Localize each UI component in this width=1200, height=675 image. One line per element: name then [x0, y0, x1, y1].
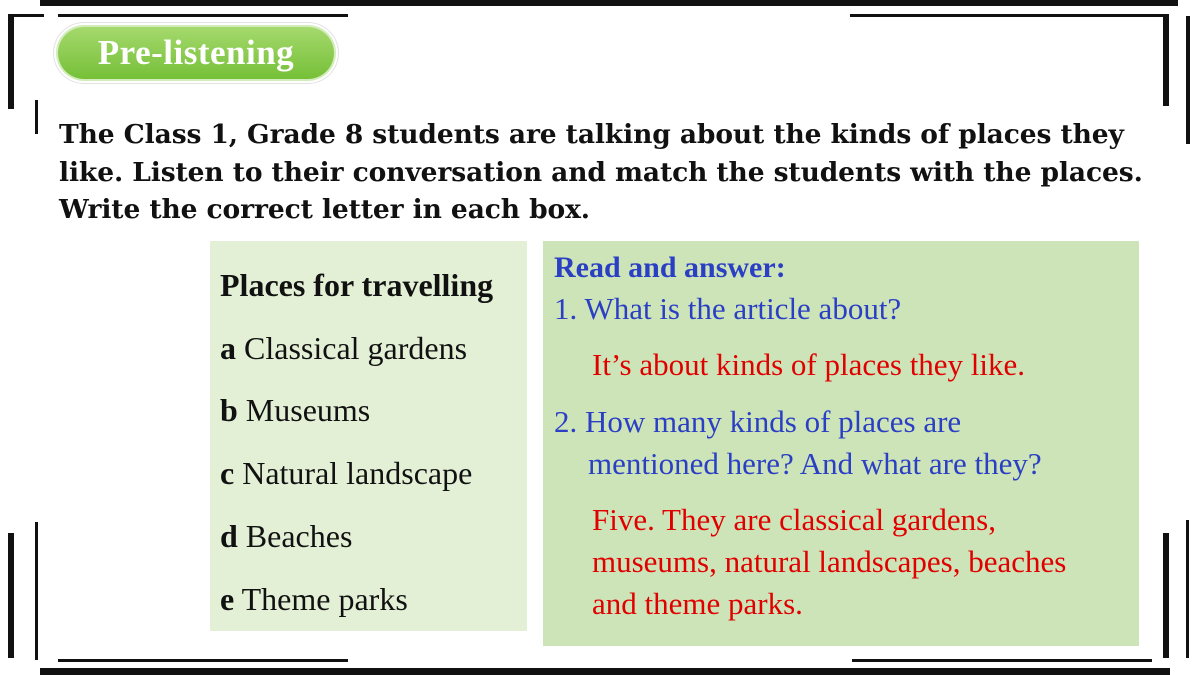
read-answer-heading: Read and answer: [554, 251, 786, 284]
place-letter: b [220, 392, 238, 428]
frame-left-bottom-thin-bar [35, 522, 38, 660]
frame-right-top-bar [1163, 16, 1169, 106]
frame-left-top-thin-bar [35, 100, 38, 134]
place-text: Classical gardens [244, 330, 468, 366]
frame-bottom-band [40, 668, 1170, 675]
instructions-line: like. Listen to their conversation and match the students with the places. [59, 156, 1143, 188]
place-text: Beaches [245, 518, 353, 554]
places-title: Places for travelling [220, 267, 494, 303]
place-item [220, 518, 352, 555]
place-letter: e [220, 581, 235, 617]
section-badge-label: Pre-listening [97, 33, 295, 72]
place-item [220, 455, 472, 492]
section-badge [58, 27, 334, 79]
frame-bottom-left-line [58, 659, 348, 662]
frame-top-band [40, 0, 1178, 6]
answer-1: It’s about kinds of places they like. [592, 347, 1026, 382]
places-panel [210, 241, 527, 631]
place-item [220, 330, 467, 367]
answer-2-line: Five. They are classical gardens, [592, 502, 996, 537]
frame-right-bottom-bar [1163, 533, 1169, 658]
place-text: Theme parks [241, 581, 408, 617]
instructions [59, 116, 1159, 229]
frame-left-bottom-bar [8, 533, 14, 658]
place-letter: a [220, 330, 236, 366]
place-text: Museums [245, 392, 371, 428]
frame-left-top-bar [8, 14, 14, 109]
question-2-line: mentioned here? And what are they? [588, 446, 1042, 481]
instructions-line: The Class 1, Grade 8 students are talking about the kinds of places they [59, 119, 1124, 150]
frame-right-bottom-thin-bar [1186, 520, 1189, 658]
place-text: Natural landscape [242, 455, 473, 491]
place-item [220, 581, 408, 618]
question-1: 1. What is the article about? [554, 291, 902, 326]
frame-top-left-line [58, 14, 348, 17]
question-2-line: 2. How many kinds of places are [554, 404, 962, 439]
frame-left-tick [14, 14, 44, 17]
instructions-line: Write the correct letter in each box. [59, 194, 590, 225]
frame-top-right-line [850, 14, 1140, 17]
place-letter: d [220, 518, 238, 554]
read-answer-panel [543, 241, 1139, 646]
frame-right-top-thin-bar [1186, 16, 1190, 144]
place-item [220, 392, 370, 429]
place-letter: c [220, 455, 235, 491]
frame-bottom-right-line [852, 659, 1152, 662]
answer-2-line: and theme parks. [592, 586, 803, 621]
answer-2-line: museums, natural landscapes, beaches [592, 544, 1067, 579]
